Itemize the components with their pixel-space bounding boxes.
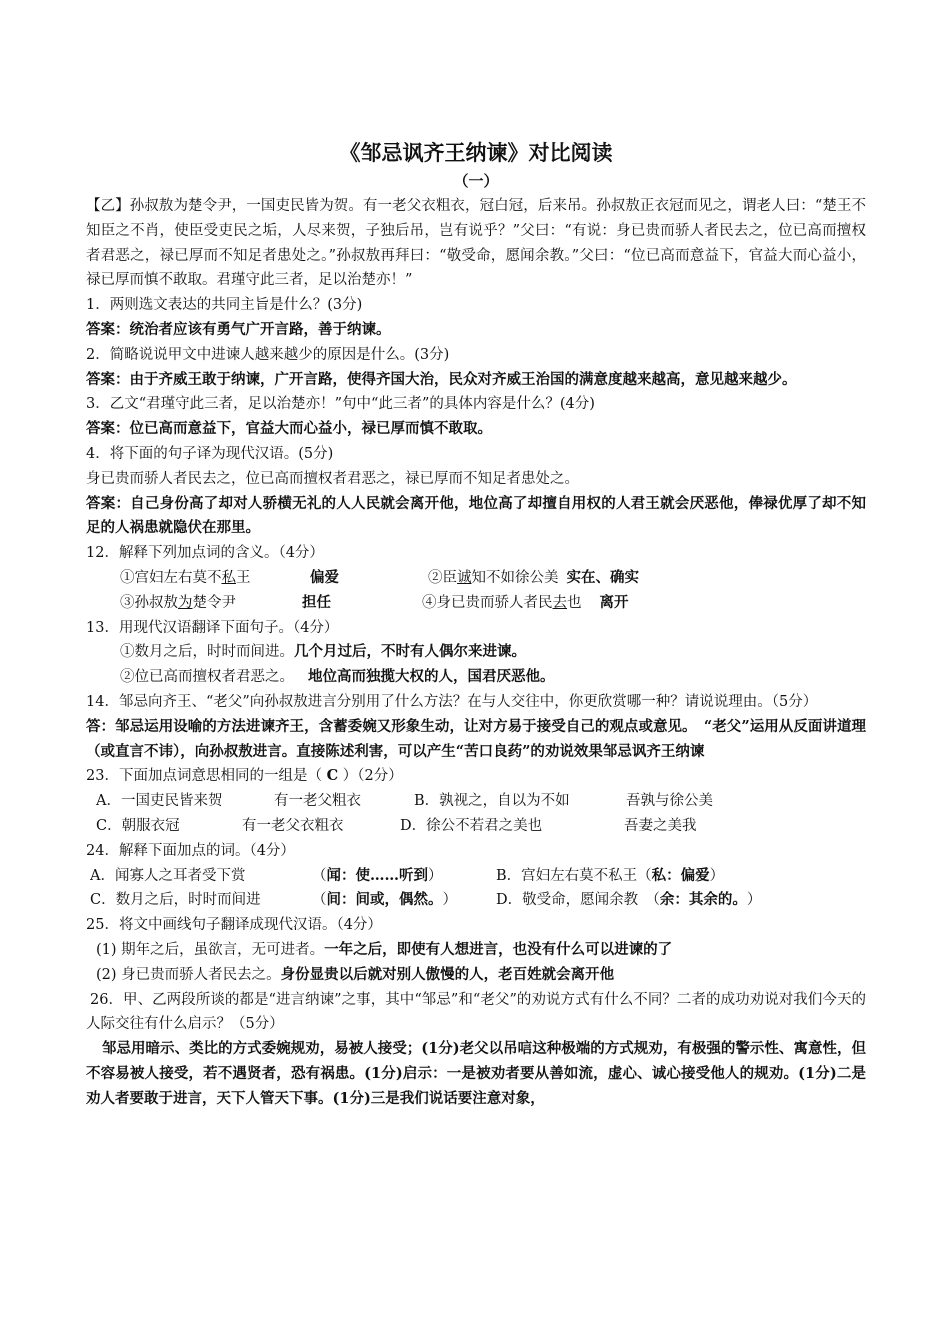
question-13-item-1: ①数月之后，时时而间进。 几个月过后，不时有人偶尔来进谏。	[86, 640, 866, 665]
q25-answer-1: 一年之后，即使有人想进言，也没有什么可以进谏的了	[324, 940, 673, 958]
question-12: 12．解释下列加点词的含义。（4分）	[86, 545, 324, 562]
passage-text: 【乙】孙叔敖为楚令尹，一国吏民皆为贺。有一老父衣粗衣，冠白冠，后来吊。孙叔敖正衣冠而见之，谓老人曰：“楚王不知臣之不肖，使臣受吏民之垢，人尽来贺，子独后吊，岂有说乎？”父曰：“有说：身已贵而骄人者民去之，位已高而擅权者君恶之，禄已厚而不知足者患处之。”孙叔敖再拜曰：“敬受命，愿闻余教。”父曰：“位已高而意益下，官益大而心益小，禄已厚而慎不敢取。君瑾守此三者，足以治楚亦！”	[86, 198, 866, 289]
answer-26: 邹忌用暗示、类比的方式委婉规劝，易被人接受；(1分)老父以吊唁这种极端的方式规劝，有极强的警示性、寓意性，但不容易被人接受，若不遇贤者，恐有祸患。(1分)启示：一是被劝者要从善如流，虚心、诚心接受他人的规劝。(1分)二是劝人者要敢于进言，天下人管天下事。(1分)三是我们说话要注意对象，	[86, 1040, 866, 1107]
question-25: 25．将文中画线句子翻译成现代汉语。（4分）	[86, 917, 382, 934]
dotted-word: 私	[221, 569, 236, 586]
question-24-row-2: C．数月之后，时时而间进 （间：间或，偶然。） D．敬受命，愿闻余教 （ 余：其余的。 ）	[90, 891, 762, 909]
q13-answer-1: 几个月过后，不时有人偶尔来进谏。	[294, 643, 526, 661]
page-title: 《邹忌讽齐王纳谏》对比阅读	[339, 141, 613, 165]
q13-answer-2: 地位高而独揽大权的人，国君厌恶他。	[308, 668, 555, 686]
q12-answer-3: 担任	[302, 593, 331, 611]
question-4: 4．将下面的句子译为现代汉语。(5分)	[86, 445, 334, 462]
answer-14: 答：邹忌运用设喻的方法进谏齐王，含蓄委婉又形象生动，让对方易于接受自己的观点或意见。 “老父”运用从反面讲道理（或直言不讳），向孙叔敖进言。直接陈述利害，可以产生“苦口良药”的劝说效果邹忌讽齐王纳谏	[86, 717, 866, 760]
dotted-word: 诚	[457, 569, 472, 586]
question-14: 14．邹忌向齐王、“老父”向孙叔敖进言分别用了什么方法？在与人交往中，你更欣赏哪一种？请说说理由。（5分）	[86, 693, 818, 710]
question-23: 23．下面加点词意思相同的一组是（ C ）（2分）	[86, 767, 403, 785]
q12-item-3: ③孙叔敖为楚令尹	[120, 591, 302, 616]
question-1: 1．两则选文表达的共同主旨是什么？(3分)	[86, 297, 363, 314]
q25-answer-2: 身份显贵以后就对别人傲慢的人，老百姓就会离开他	[280, 965, 615, 983]
q23-answer: C	[326, 767, 339, 785]
q12-answer-2: 实在、确实	[566, 568, 639, 586]
question-24-row-1: A．闻寡人之耳者受下赏 （闻：使……听到） B．宫妇左右莫不私王（ 私：偏爱 ）	[90, 866, 725, 884]
q12-answer-4: 离开	[599, 593, 629, 611]
answer-3: 答案：位已高而意益下，官益大而心益小，禄已厚而慎不敢取。	[86, 420, 492, 438]
dotted-word: 去	[552, 594, 567, 611]
q12-item-2: ②臣诚知不如徐公美	[428, 566, 559, 591]
document-page	[86, 138, 866, 1111]
question-3: 3．乙文“君瑾守此三者，足以治楚亦！”句中“此三者”的具体内容是什么？(4分)	[86, 396, 595, 413]
question-12-row-1	[86, 566, 866, 591]
question-13-item-2: ②位已高而擅权者君恶之。 地位高而独揽大权的人，国君厌恶他。	[86, 665, 866, 690]
question-12-row-2	[86, 591, 866, 616]
question-13: 13．用现代汉语翻译下面句子。（4分）	[86, 619, 339, 636]
question-26: 26．甲、乙两段所谈的都是“进言纳谏”之事，其中“邹忌”和“老父”的劝说方式有什么不同？二者的成功劝说对我们今天的人际交往有什么启示？（5分）	[86, 991, 866, 1033]
question-25-item-2: (2) 身已贵而骄人者民去之。 身份显贵以后就对别人傲慢的人，老百姓就会离开他	[86, 963, 866, 988]
dotted-word: 为	[178, 594, 193, 611]
answer-4: 答案：自己身份高了却对人骄横无礼的人人民就会离开他，地位高了却擅自用权的人君王就会厌恶他，俸禄优厚了却不知足的人祸患就隐伏在那里。	[86, 494, 866, 537]
question-25-item-1: (1) 期年之后，虽欲言，无可进者。 一年之后，即使有人想进言，也没有什么可以进谏的了	[86, 938, 866, 963]
question-24: 24．解释下面加点的词。（4分）	[86, 842, 295, 859]
question-2: 2．简略说说甲文中进谏人越来越少的原因是什么。(3分)	[86, 346, 450, 363]
question-23-row-2: C．朝服衣冠 有一老父衣粗衣 D．徐公不若君之美也 吾妻之美我	[96, 817, 697, 834]
answer-2: 答案：由于齐威王敢于纳谏，广开言路，使得齐国大治，民众对齐威王治国的满意度越来越高，意见越来越少。	[86, 370, 797, 388]
question-23-row-1: A．一国吏民皆来贺 有一老父粗衣 B．孰视之，自以为不如 吾孰与徐公美	[96, 793, 713, 810]
answer-1: 答案：统治者应该有勇气广开言路，善于纳谏。	[86, 320, 391, 338]
section-number: （一）	[453, 172, 499, 190]
q12-answer-1: 偏爱	[310, 568, 339, 586]
q12-item-1: ①宫妇左右莫不私王	[120, 566, 310, 591]
question-4-sentence: 身已贵而骄人者民去之，位已高而擅权者君恶之，禄已厚而不知足者患处之。	[86, 470, 579, 487]
q12-item-4: ④身已贵而骄人者民去也	[422, 591, 582, 616]
